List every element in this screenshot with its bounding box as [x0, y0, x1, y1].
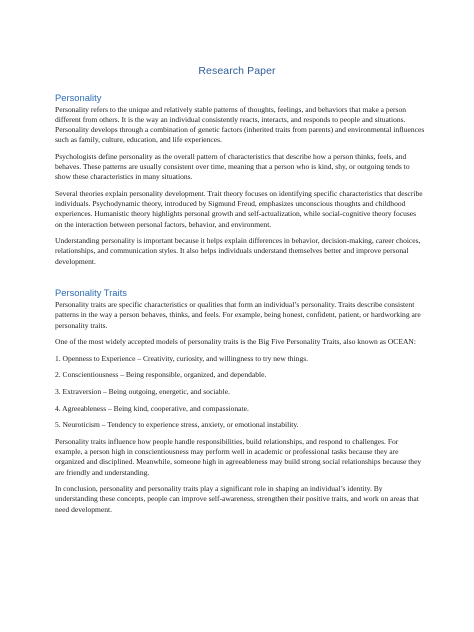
paragraph: Understanding personality is important because it helps explain differences in behavior, decision-making, career choices, relationships, and communication styles. It also helps individuals understand themselves better and improve personal development. [55, 236, 421, 266]
list-item: 3. Extraversion – Being outgoing, energetic, and sociable. [55, 387, 230, 397]
document-title: Research Paper [198, 65, 276, 77]
section-heading-personality: Personality [55, 92, 102, 103]
paragraph: Personality traits influence how people handle responsibilities, build relationships, and respond to challenges. For example, a person high in conscientiousness may perform well in academic or professional tasks because they are organized and disciplined. Meanwhile, someone high in agreeableness may build strong social relationships because they are friendly and understanding. [55, 437, 422, 477]
list-item: 4. Agreeableness – Being kind, cooperative, and compassionate. [55, 403, 249, 413]
paragraph: Several theories explain personality development. Trait theory focuses on identifying specific characteristics that describe individuals. Psychodynamic theory, introduced by Sigmund Freud, emphasizes unconscious thoughts and childhood experiences. Humanistic theory highlights personal growth and self-actualization, while social-cognitive theory focuses on the interaction between personal factors, behavior, and environment. [55, 189, 423, 229]
section-spacer [55, 273, 425, 287]
list-item: 1. Openness to Experience – Creativity, curiosity, and willingness to try new things. [55, 353, 309, 363]
paragraph: Personality traits are specific characteristics or qualities that form an individual’s personality. Traits describe consistent patterns in the way a person behaves, thinks, and feels. For example, being honest, confident, patient, or hardworking are personality traits. [55, 300, 421, 330]
document-body [55, 92, 425, 521]
list-item: 2. Conscientiousness – Being responsible, organized, and dependable. [55, 370, 267, 380]
section-heading-personality-traits: Personality Traits [55, 287, 127, 299]
paragraph: One of the most widely accepted models of personality traits is the Big Five Personality Traits, also known as OCEAN: [55, 337, 416, 347]
paragraph: Personality refers to the unique and relatively stable patterns of thoughts, feelings, and behaviors that make a person different from others. It is the way an individual consistently reacts, interacts, and responds to people and situations. Personality develops through a combination of genetic factors (inherited traits from parents) and environmental influences such as family, culture, education, and life experiences. [55, 105, 425, 145]
paragraph: In conclusion, personality and personality traits play a significant role in shaping an individual’s identity. By understanding these concepts, people can improve self-awareness, strengthen their positive traits, and work on areas that need development. [55, 484, 419, 514]
list-item: 5. Neuroticism – Tendency to experience stress, anxiety, or emotional instability. [55, 420, 299, 430]
paragraph: Psychologists define personality as the overall pattern of characteristics that describe how a person thinks, feels, and behaves. These patterns are usually consistent over time, meaning that a person who is kind, shy, or outgoing tends to show these characteristics in many situations. [55, 152, 410, 182]
